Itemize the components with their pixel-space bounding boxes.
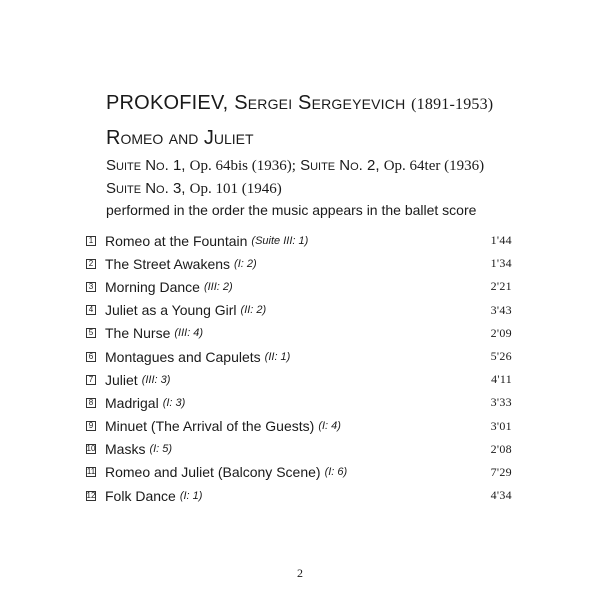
track-number-box: 7 [86, 375, 96, 385]
track-suite-reference: (I: 1) [179, 489, 203, 502]
track-title: Juliet [105, 371, 138, 388]
track-duration: 5'26 [490, 349, 512, 364]
track-number-box: 12 [86, 490, 96, 500]
track-title: The Street Awakens [105, 255, 231, 272]
performance-note: performed in the order the music appears in the ballet score [106, 202, 477, 218]
track-duration: 3'43 [490, 302, 512, 317]
track-title: Montagues and Capulets [105, 348, 261, 365]
track-duration: 7'29 [490, 464, 512, 479]
track-suite-reference: (II: 2) [240, 304, 267, 317]
track-number-box: 8 [86, 398, 96, 408]
track-title: Morning Dance [105, 278, 200, 295]
track-duration: 4'11 [491, 372, 512, 387]
track-title: Juliet as a Young Girl [105, 302, 237, 319]
track-row [86, 438, 512, 461]
track-suite-reference: (III: 4) [174, 327, 204, 340]
track-duration: 3'33 [490, 395, 512, 410]
track-number-box: 11 [86, 467, 96, 477]
work-title: Romeo and Juliet [106, 127, 254, 149]
track-row [86, 345, 512, 368]
track-suite-reference: (I: 5) [149, 443, 173, 456]
track-suite-reference: (III: 3) [141, 373, 171, 386]
track-suite-reference: (I: 3) [162, 396, 186, 409]
track-row [86, 275, 512, 298]
track-suite-reference: (I: 2) [234, 257, 257, 270]
track-title: Romeo and Juliet (Balcony Scene) [105, 464, 321, 481]
track-duration: 1'34 [490, 256, 512, 271]
suite-line-1 [106, 157, 484, 175]
track-title: Masks [105, 441, 146, 458]
composer-given-names: Sergei Sergeyevich [234, 92, 406, 114]
track-list [86, 229, 512, 507]
track-duration: 2'08 [490, 441, 512, 456]
track-row [86, 415, 512, 438]
track-duration: 4'34 [490, 488, 512, 503]
track-suite-reference: (I: 4) [318, 420, 341, 433]
track-title: Madrigal [105, 394, 159, 411]
track-number-box: 6 [86, 352, 96, 362]
track-number-box: 10 [86, 444, 96, 454]
track-row [86, 368, 512, 391]
track-row [86, 461, 512, 484]
suite3-label: Suite No. 3, [106, 180, 186, 197]
track-row [86, 299, 512, 322]
suite-line-2 [106, 180, 282, 198]
suite2-label: Suite No. 2, [300, 157, 380, 174]
track-number-box: 9 [86, 421, 96, 431]
track-row [86, 484, 512, 507]
track-suite-reference: (II: 1) [264, 350, 291, 363]
track-title: Minuet (The Arrival of the Guests) [105, 418, 315, 435]
track-row [86, 252, 512, 275]
page-number: 2 [297, 566, 303, 580]
composer-heading [106, 92, 493, 115]
track-number-box: 4 [86, 305, 96, 315]
track-number-box: 5 [86, 328, 96, 338]
track-number-box: 1 [86, 236, 96, 246]
track-number-box: 2 [86, 259, 96, 269]
track-suite-reference: (Suite III: 1) [251, 234, 309, 247]
suite2-opus: Op. 64ter (1936) [383, 158, 485, 174]
composer-dates: (1891-1953) [411, 96, 494, 113]
suite3-opus: Op. 101 (1946) [189, 181, 282, 197]
track-number-box: 3 [86, 282, 96, 292]
track-row [86, 322, 512, 345]
suite1-opus: Op. 64bis (1936); [189, 158, 296, 174]
composer-surname: PROKOFIEV, [106, 92, 229, 114]
track-duration: 2'09 [490, 325, 512, 340]
track-row [86, 391, 512, 414]
track-row [86, 229, 512, 252]
track-title: Romeo at the Fountain [105, 232, 248, 249]
track-suite-reference: (III: 2) [203, 280, 233, 293]
track-duration: 3'01 [490, 418, 512, 433]
track-title: The Nurse [105, 325, 171, 342]
track-duration: 1'44 [490, 233, 512, 248]
track-title: Folk Dance [105, 487, 176, 504]
suite1-label: Suite No. 1, [106, 157, 186, 174]
track-duration: 2'21 [490, 279, 512, 294]
track-suite-reference: (I: 6) [324, 466, 348, 479]
